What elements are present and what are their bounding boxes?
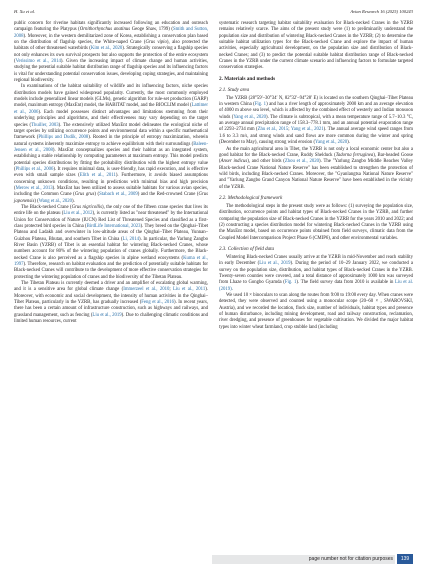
citation-link[interactable]: Immerzeel et al., 2010 [123, 287, 170, 293]
citation-link[interactable]: Smith and Sutton, 2008 [14, 27, 209, 39]
section-heading: 2. Materials and methods [219, 75, 276, 82]
right-column [219, 21, 413, 331]
citation-link[interactable]: Yang et al., 2020 [315, 140, 348, 146]
citation-link[interactable]: Merow et al., 2013 [15, 185, 53, 191]
citation-link[interactable]: Phillips et al., 2006 [15, 166, 54, 172]
page-number: 139 [397, 554, 413, 564]
paragraph: The methodological steps in the present study were as follows: (1) surveying the population size, distribution, occurrence points and habitat types of Black-necked Cranes in the YZRB, and further comparing the population size of Black-necked Cranes in the YZRB for the years 2010 and 2022; and (2) constructing a species distribution model for wintering Black-necked Cranes in the YZRB using the MaxEnt model, based on occurrence points obtained from field surveys, climatic data from the Coupled Model Intercomparison Project Phase 6 (CMIP6), and other environmental variables. [219, 203, 413, 241]
citation-link[interactable]: Liu et al., 2019 [92, 312, 122, 318]
running-header [14, 8, 413, 16]
citation-link[interactable]: Li, 2014 [122, 236, 140, 242]
citation-link[interactable]: Stabach et al., 2009 [99, 192, 138, 198]
header-authors: H. Xu et al. [14, 9, 36, 14]
citation-link[interactable]: Verissimo et al., 2014 [15, 59, 61, 65]
citation-link[interactable]: Wang et al., 2020 [38, 198, 72, 204]
paragraph: Wintering Black-necked Cranes usually arrive at the YZRB in mid-November and reach stability in early December (Liu et al., 2019). During the period of 10–29 January 2022, we conducted a survey on the population size, distribution, and habitat types of Black-necked Cranes in the YZRB. Twenty-seven counties were covered, and a total distance of approximately 1000 km was surveyed from Lhaze to Gongbo Gyamda (Fig. 1). The field survey data from 2010 is available in Liu et al. (2019). [219, 254, 414, 292]
paragraph: public concern for riverine habitats significantly increased following an education and outreach campaign featuring the Platypus (Ornithorhynchus anatinus Geoge Shaw, 1799) (Smith and Sutton, 2008). Moreover, in the western demilitarized zone of Korea, establishing a conservation plan based on the distribution of flagship species, the White-naped Crane (Grus vipio), also protected the habitats of other threatened waterbirds (Kim et al., 2020). Strategically conserving a flagship species not only enhances its own survival prospects but also supports the protection of the entire ecosystem (Verissimo et al., 2014). Given the increasing impact of climate change and human activities, studying the potential suitable habitat distribution range of flagship species and its influencing factors is vital for understanding potential conservation issues, developing coping strategies, and maintaining regional biodiversity. [14, 21, 209, 84]
subsection-heading: 2.1. Study area [219, 87, 250, 93]
page-footer [0, 550, 427, 566]
subsection-heading: 2.2. Methodological framework [219, 195, 283, 201]
paragraph: In examinations of the habitat suitability of wildlife and its influencing factors, niche species distribution models have gained widespread popularity. Currently, the most commonly employed models include generalized linear models (GLMs), genetic algorithm for rule-set production (GARP) model, maximum entropy (MaxEnt) model, the HABITAT model, and the BIOCLIM model (Lattimer et al., 2006). Each model possesses distinct advantages and limitations stemming from their underlying principles and algorithms, and their effectiveness may vary depending on the target species (Thuiller, 2003). The extensively utilized MaxEnt model delineates the ecological niche of target species by utilizing occurrence points and environmental data within a specific mathematical framework (Phillips and Dudík, 2008). Rooted in the principle of entropy maximization, wherein natural systems inherently maximize entropy to achieve equilibrium with their surroundings (Baleen-Jensen et al., 2008). MaxEnt conceptualizes species and their habitat as an integrated system, establishing a stable relationship by computing parameters at maximum entropy. This model predicts potential species distributions by fitting the probability distribution with the highest entropy value (Phillips et al., 2006). It requires minimal data, is user-friendly, has rapid execution, and is effective even with small sample sizes (Elith et al., 2011). Furthermore, it avoids biased assumptions concerning unknown conditions, resulting in predictions with minimal bias and high precision (Merow et al., 2013). MaxEnt has been utilized to assess suitable habitats for various avian species, including the Common Crane (Grus grus) (Stabach et al., 2009) and the Red-crowned Crane (Grus japonensis) (Wang et al., 2020). [14, 84, 209, 204]
citation-link[interactable]: Liu et al. (2019) [219, 280, 414, 292]
citation-link[interactable]: Elith et al., 2011 [79, 173, 116, 179]
figure-link[interactable]: Fig. 1 [254, 102, 267, 108]
citation-link[interactable]: Liu et al., 2012 [63, 211, 93, 217]
paragraph: As the main agricultural area in Tibet, the YZRB is not only a local economic center but also a good habitat for the Black-necked Crane, Ruddy Shelduck (Tadorna ferruginea), Bar-headed Goose (Anser indicus), and other birds (Zhou et al., 2020). The "Yarlung Zangbo Middle Reaches Valley Black-necked Crane National Nature Reserve" has been established to strengthen the protection of wild birds, including Black-necked Cranes. Moreover, the "Gyanlangtsa National Nature Reserve" and "Yarlung Zangbo Grand Canyon National Nature Reserve" have been established in the vicinity of the YZRB. [219, 146, 414, 190]
subsection-heading: 2.3. Collection of field data [219, 246, 274, 252]
citation-link[interactable]: Kuma et al., 1997 [14, 255, 208, 268]
paragraph: The YZRB (28°59′–30°34′ N, 82°32′–94°28′ E) is located on the southern Qinghai–Tibet Plateau in western China (Fig. 1) and has a river length of approximately 2000 km and an average elevation of 4000 m above sea level, which is affected by the combined effect of westerly and Indian monsoon winds (Yang et al., 2020). The climate is subtropical, with a mean temperature range of 5.7–10.3 °C, an average annual precipitation range of 158.3–778.1 mm, and an annual potential evaporation range of 2293–2734 mm (Zhu et al., 2015; Yang et al., 2021). The annual average wind speed ranges from 1.6 to 3.3 m/s, and strong winds and sand flows are more common during the winter and spring (December to May), causing strong wind erosion (Yang et al., 2020). [219, 95, 414, 146]
citation-link[interactable]: Liu et al., 2011 [173, 287, 206, 293]
citation-link[interactable]: BirdLife International, 2023 [86, 224, 141, 229]
citation-link[interactable]: Feng et al., 2016 [141, 300, 174, 306]
header-journal: Avian Research 16 (2025) 100243 [350, 9, 413, 14]
citation-link[interactable]: Baleen-Jensen et al., 2008 [14, 141, 208, 153]
citation-link[interactable]: Yang et al., 2020 [233, 114, 266, 120]
citation-link[interactable]: Zhu et al., 2015 [257, 127, 289, 133]
paragraph: The Tibetan Plateau is currently deemed a driver and an amplifier of escalating global warming, and it is a sensitive area for global climate change (Immerzeel et al., 2010; Liu et al., 2011). Moreover, with economic and social development, the intensity of human activities in the Qinghai–Tibet Plateau, particularly in the YZRB, has gradually increased (Feng et al., 2016). In recent years, there has been a certain amount of infrastructure construction, such as highways and railways, and grassland management, such as fencing (Liu et al., 2019). Due to challenging climatic conditions and limited human resources, current [14, 281, 208, 325]
citation-link[interactable]: Phillips and Dudík, 2008 [38, 135, 89, 141]
citation-link[interactable]: Zhou et al., 2020 [284, 159, 320, 165]
citation-link[interactable]: Yang et al., 2021 [290, 127, 324, 133]
paragraph: systematic research targeting habitat suitability evaluation for Black-necked Cranes in the YZRB remains relatively scarce. The aims of the present study were (1) to preliminarily understand the population size and distribution of wintering Black-necked Cranes in the YZRB; (2) to determine the suitable habitat utilization types for the Black-necked Crane and explore the impact of human activities, especially agricultural development, on the population size and distribution of Black-necked Cranes; and (3) to predict the potential suitable habitat distribution range of Black-necked Cranes in the YZRB under the current climate scenario and influencing factors to formulate targeted conservation strategies. [219, 21, 413, 71]
paragraph: The Black-necked Crane (Grus nigricollis), the only one of the fifteen crane species that lives its entire life on the plateau (Liu et al., 2012), is currently listed as "near threatened" by the International Union for Conservation of Nature (IUCN) Red List of Threatened Species and classified as a first-class protected bird species in China (BirdLife International, 2023). They breed on the Qinghai–Tibet Plateau and Ladakh and overwinter in low-altitude areas of the Qinghai–Tibet Plateau, Yunnan–Guizhou Plateau, Bhutan, and southern Tibet in China (Li, 2014). In particular, the Yarlung Zangbo River Basin (YZRB) of Tibet is an essential habitat for wintering Black-necked Cranes, whose numbers account for 80% of the wintering population of cranes globally. Furthermore, the Black-necked Crane is also perceived as a flagship species in alpine wetland ecosystems (Kuma et al., 1997). Therefore, research on habitat evaluation and the prediction of potentially suitable habitats for Black-necked Cranes will contribute to the development of more effective conservation strategies for protecting the wintering population of cranes and the biodiversity of the Tibetan Plateau. [14, 204, 208, 280]
citation-notice: page number not for citation purposes [308, 556, 393, 562]
citation-link[interactable]: Lattimer et al., 2006 [14, 103, 208, 115]
citation-link[interactable]: Liu et al., 2019 [259, 261, 291, 267]
citation-link[interactable]: Thuiller, 2003 [31, 122, 59, 128]
citation-link[interactable]: Kim et al., 2020 [90, 46, 123, 52]
left-column [14, 21, 208, 326]
figure-link[interactable]: Fig. 1 [284, 280, 297, 286]
paragraph: We used 10 × binoculars to scan along the routes from 9:00 to 19:00 every day. When cranes were detected, they were observed and counted using a monocular scope (20–60 × , SWAROVSKI, Austria), and we recorded the location, flock size, number of individuals, habitat types and presence of human disturbance, including mining development, road and railway construction, reclamation, river dredging, and presence of greenhouses for vegetable cultivation. We divided the major habitat types into winter wheat farmland, crop stubble land (including [219, 293, 413, 330]
